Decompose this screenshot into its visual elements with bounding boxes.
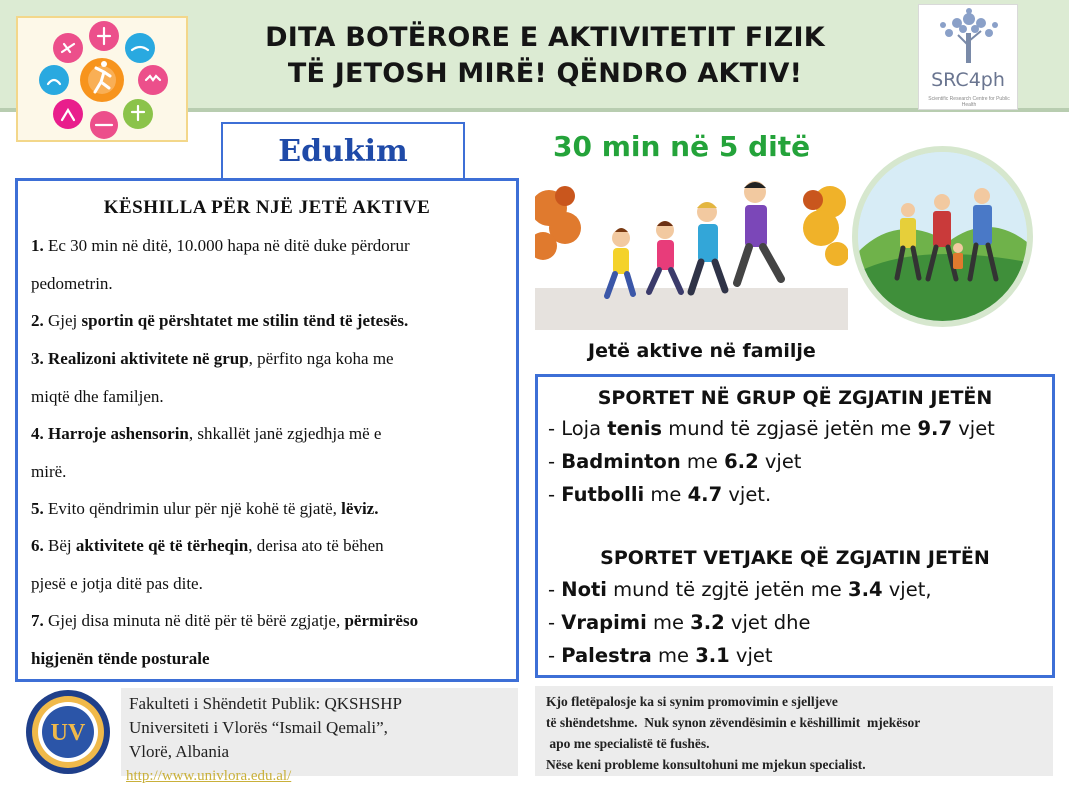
tips-title: KËSHILLA PËR NJË JETË AKTIVE [103,197,431,218]
group-sport-line [548,417,995,440]
tip-number: 5. [31,499,44,518]
university-seal [24,688,112,776]
sport-name: tenis [607,417,662,440]
sport-years: 9.7 [917,417,953,440]
tip-number: 4. [31,424,44,443]
kids-running-illustration [535,178,848,330]
tip-text: , shkallët janë zgjedhja më e [188,424,382,443]
footer-line: Vlorë, Albania [129,742,230,761]
sport-name: Noti [561,578,607,601]
tip-text: pedometrin. [31,273,113,293]
university-seal-icon [24,688,112,776]
tip-bold-text: higjenën tënde posturale [31,648,210,668]
sport-years: 4.7 [687,483,723,506]
sport-years: 3.4 [848,578,883,601]
university-website-link[interactable]: http://www.univlora.edu.al/ [126,768,292,784]
tip-3 [31,340,509,415]
individual-sport-line [548,611,810,634]
line-text: - [548,611,562,634]
tip-7 [31,602,509,677]
running-children-icon [535,178,848,330]
disclaimer-line: të shëndetshme. Nuk synon zëvendësimin e këshillimit mjekësor [546,715,921,730]
tip-text: Gjej [48,311,82,330]
group-sports-title: SPORTET NË GRUP QË ZGJATIN JETËN [597,387,993,409]
tip-bold-text: përmirëso [344,611,419,630]
family-caption: Jetë aktive në familje [588,340,816,362]
tip-text: miqtë dhe familjen. [31,386,164,406]
group-sport-line [548,483,771,506]
tip-text: , derisa ato të bëhen [248,536,384,555]
family-hiking-illustration [852,146,1033,327]
disclaimer-line: Nëse keni probleme konsultohuni me mjekun specialist. [546,757,866,772]
tips-box [15,178,519,682]
tip-bold-text: Realizoni aktivitete në grup [48,349,249,368]
src4ph-logo-subtitle: Scientific Research Centre for Public Health [928,96,1010,108]
activity-goal-heading: 30 min në 5 ditë [553,130,811,163]
src4ph-logo [918,4,1018,110]
tip-6 [31,527,509,602]
footer-disclaimer [535,686,1053,776]
individual-sports-title: SPORTET VETJAKE QË ZGJATIN JETËN [600,547,990,569]
tip-text: pjesë e jotja ditë pas dite. [31,573,203,593]
tip-text: Gjej disa minuta në ditë për të bërë zgjatje, [48,611,345,630]
activity-wheel-icon [18,18,186,140]
line-text: vjet, [882,578,932,601]
footer-line: Fakulteti i Shëndetit Publik: QKSHSHP [129,694,402,713]
activity-logo [16,16,188,142]
line-text: - [548,644,562,667]
page-title [200,20,890,92]
line-text: vjet dhe [724,611,811,634]
sport-years: 6.2 [724,450,759,473]
family-hiking-icon [858,152,1027,321]
sport-years: 3.1 [695,644,730,667]
title-line-1: DITA BOTËRORE E AKTIVITETIT FIZIK [265,22,825,53]
disclaimer-line: Kjo fletëpalosje ka si synim promovimin e sjelljeve [546,694,838,709]
tip-bold-text: aktivitete që të tërheqin [75,536,249,555]
seal-text: UV [50,720,86,746]
line-text: vjet [729,644,773,667]
tip-text: Ec 30 min në ditë, 10.000 hapa në ditë duke përdorur [48,236,410,255]
line-text: mund të zgjasë jetën me [662,417,918,440]
line-text: vjet [952,417,995,440]
tip-bold-text: lëviz. [341,499,379,518]
footer-institution [121,688,518,776]
sport-name: Badminton [561,450,681,473]
line-text: vjet [758,450,802,473]
line-text: - [548,450,562,473]
line-text: - [548,483,562,506]
tip-text: Bëj [48,536,76,555]
tip-number: 1. [31,236,44,255]
tip-number: 3. [31,349,44,368]
individual-sport-line [548,578,932,601]
sport-years: 3.2 [690,611,725,634]
tip-5 [31,490,509,528]
sports-box [535,374,1055,678]
individual-sport-line [548,644,773,667]
tip-4 [31,415,509,490]
disclaimer-line: apo me specialistë të fushës. [546,736,710,751]
tip-number: 6. [31,536,44,555]
tip-1 [31,227,509,302]
line-text: - Loja [548,417,608,440]
line-text: - [548,578,562,601]
tip-text: Evito qëndrimin ulur për një kohë të gjatë, [48,499,342,518]
tip-number: 7. [31,611,44,630]
tip-2 [31,302,509,340]
tip-number: 2. [31,311,44,330]
edukim-label: Edukim [278,134,408,169]
line-text: me [680,450,725,473]
line-text: me [651,644,696,667]
sport-name: Vrapimi [561,611,647,634]
line-text: vjet. [722,483,772,506]
edukim-box [221,122,465,182]
sport-name: Futbolli [561,483,645,506]
tip-bold-text: Harroje ashensorin [48,424,189,443]
footer-line: Universiteti i Vlorës “Ismail Qemali”, [129,718,388,737]
tree-icon [919,5,1019,67]
tip-text: mirë. [31,461,67,481]
line-text: me [646,611,691,634]
title-line-2: TË JETOSH MIRË! QËNDRO AKTIV! [287,58,803,89]
group-sport-line [548,450,801,473]
src4ph-logo-text: SRC4ph [931,69,1005,91]
line-text: me [644,483,688,506]
tip-bold-text: sportin që përshtatet me stilin tënd të jetesës. [81,311,409,330]
line-text: mund të zgjtë jetën me [606,578,848,601]
tip-text: , përfito nga koha me [248,349,394,368]
sport-name: Palestra [561,644,652,667]
